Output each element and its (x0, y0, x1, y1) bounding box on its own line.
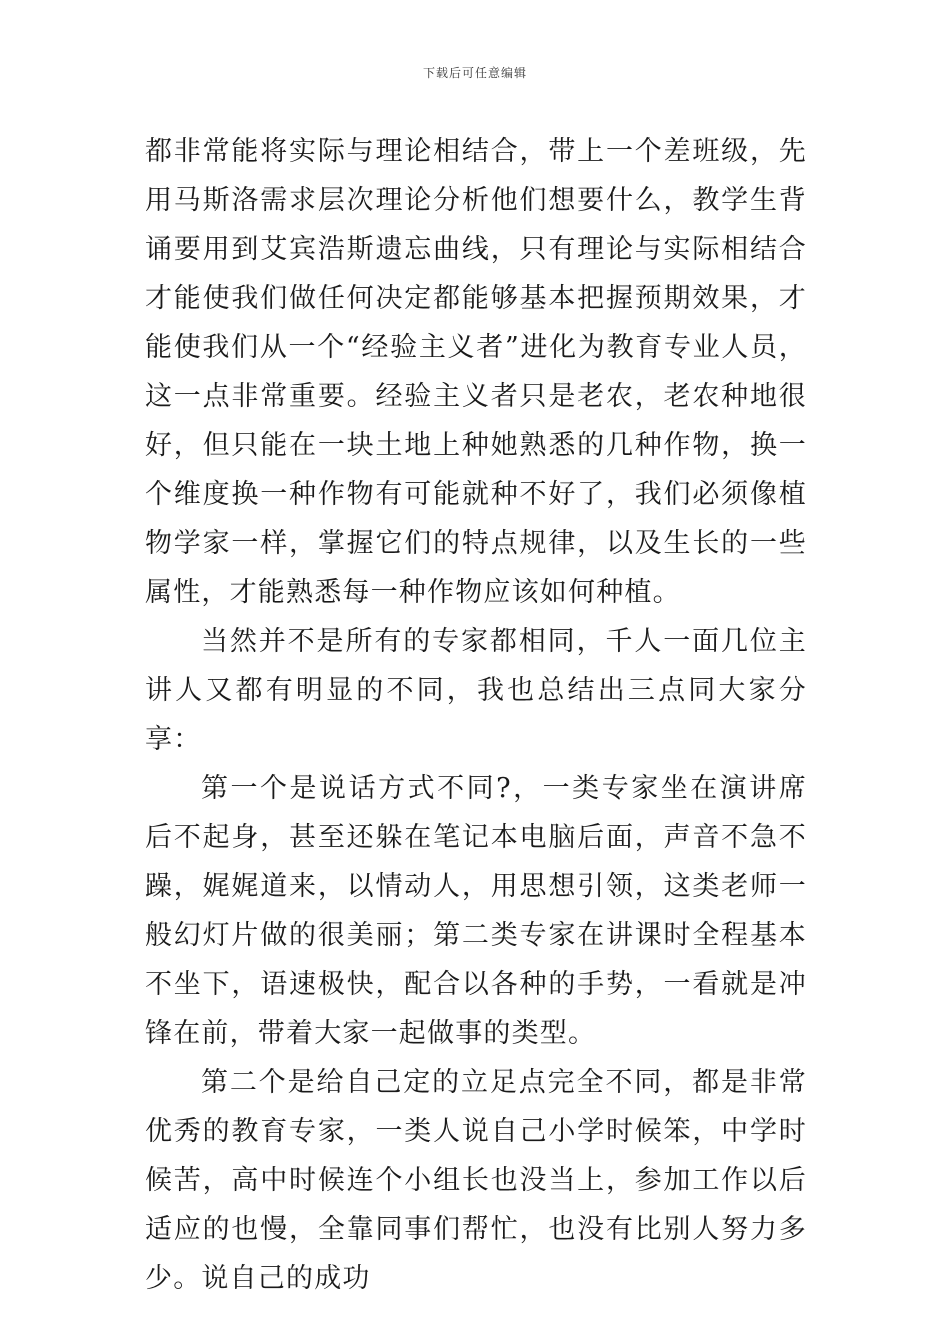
paragraph-1: 都非常能将实际与理论相结合，带上一个差班级，先用马斯洛需求层次理论分析他们想要什么，教学生背诵要用到艾宾浩斯遗忘曲线，只有理论与实际相结合才能使我们做任何决定都能够基本把握预期效果，才能使我们从一个“经验主义者”进化为教育专业人员，这一点非常重要。经验主义者只是老农，老农种地很好，但只能在一块土地上种她熟悉的几种作物，换一个维度换一种作物有可能就种不好了，我们必须像植物学家一样，掌握它们的特点规律，以及生长的一些属性，才能熟悉每一种作物应该如何种植。 (145, 136, 807, 608)
paragraph-4: 第二个是给自己定的立足点完全不同，都是非常优秀的教育专家，一类人说自己小学时候笨，中学时候苦，高中时候连个小组长也没当上，参加工作以后适应的也慢，全靠同事们帮忙，也没有比别人努力多少。说自己的成功 (145, 1067, 807, 1294)
paragraph-2: 当然并不是所有的专家都相同，千人一面几位主讲人又都有明显的不同，我也总结出三点同大家分享： (145, 626, 807, 755)
page-header: 下载后可任意编辑 (422, 66, 527, 80)
document-body (145, 127, 807, 1303)
paragraph-3: 第一个是说话方式不同?，一类专家坐在演讲席后不起身，甚至还躲在笔记本电脑后面，声音不急不躁，娓娓道来，以情动人，用思想引领，这类老师一般幻灯片做的很美丽；第二类专家在讲课时全程基本不坐下，语速极快，配合以各种的手势，一看就是冲锋在前，带着大家一起做事的类型。 (145, 773, 807, 1049)
